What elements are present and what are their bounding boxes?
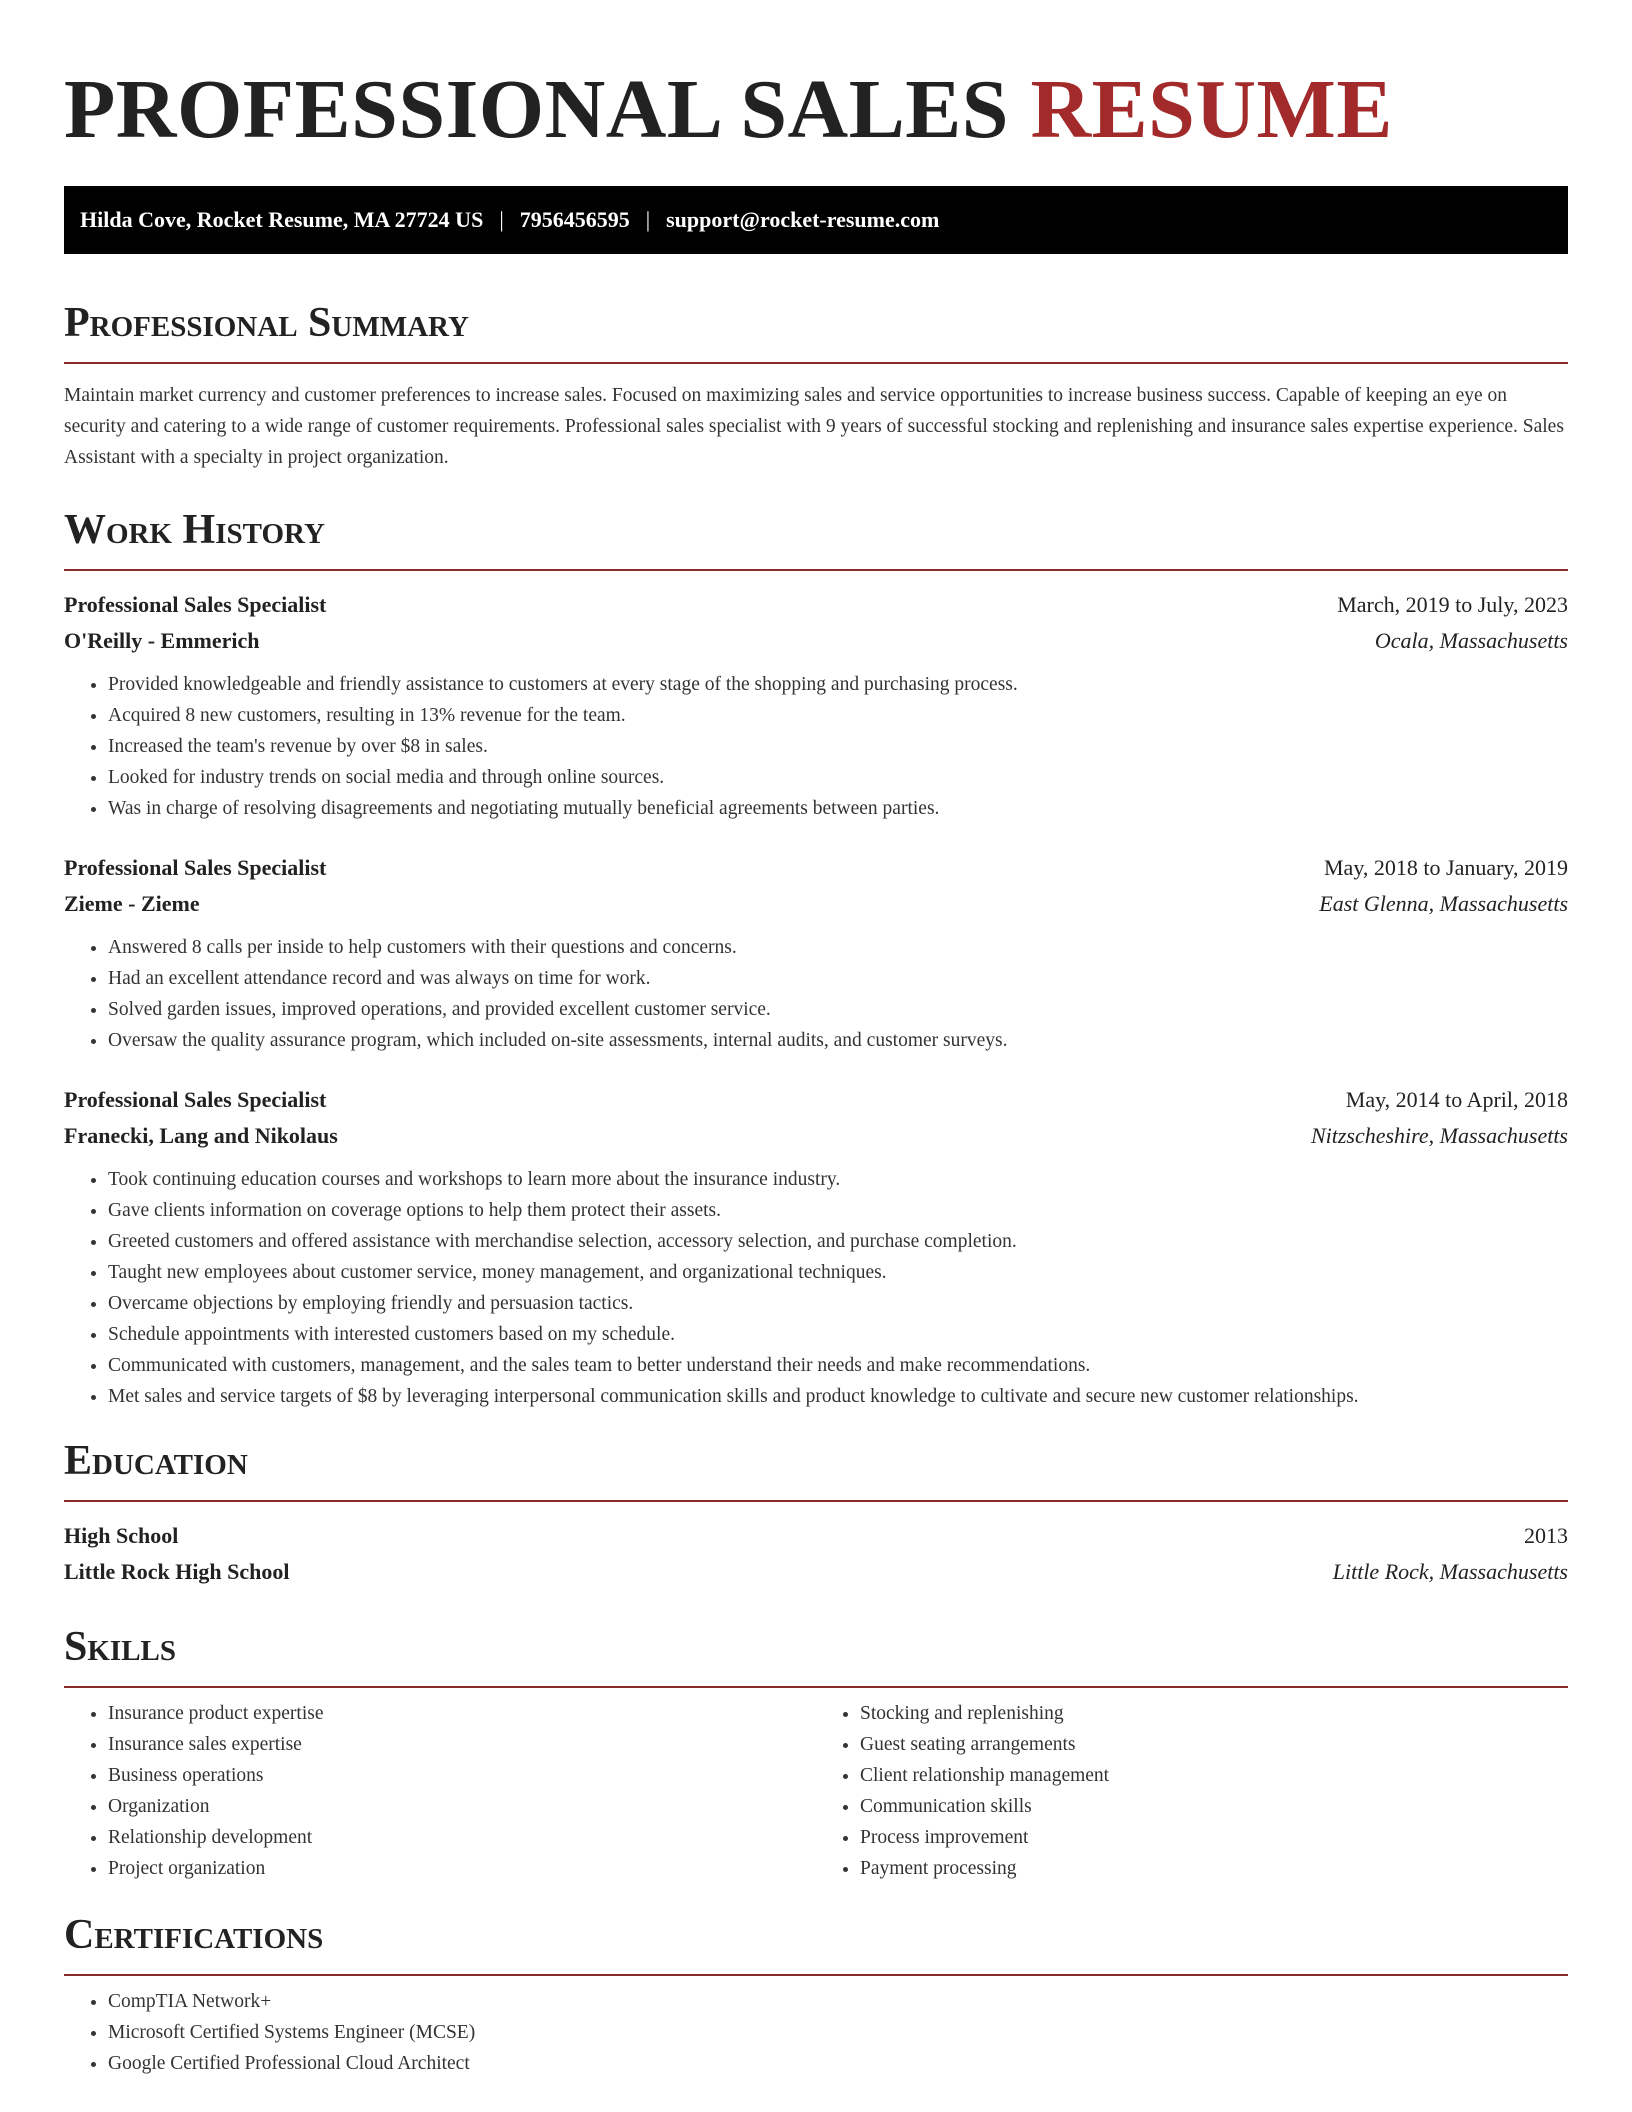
- job-dates: May, 2018 to January, 2019: [1324, 855, 1568, 880]
- skill-item: • Guest seating arrangements: [860, 1729, 1568, 1760]
- contact-phone: 7956456595: [519, 207, 630, 232]
- job-entry: [64, 1082, 1568, 1412]
- job-bullet: • Greeted customers and offered assistance with merchandise selection, accessory selection, and purchase completion.: [108, 1226, 1568, 1257]
- skills-grid: [64, 1688, 1568, 1884]
- job-title: Professional Sales Specialist: [64, 855, 327, 880]
- job-bullet: • Gave clients information on coverage options to help them protect their assets.: [108, 1195, 1568, 1226]
- skill-item: • Process improvement: [860, 1822, 1568, 1853]
- skill-item: • Relationship development: [108, 1822, 816, 1853]
- resume-title-accent: RESUME: [1030, 63, 1393, 156]
- education-degree: High School: [64, 1523, 179, 1548]
- job-bullet: • Was in charge of resolving disagreements and negotiating mutually beneficial agreements between parties.: [108, 793, 1568, 824]
- job-title: Professional Sales Specialist: [64, 592, 327, 617]
- skill-item: • Insurance sales expertise: [108, 1729, 816, 1760]
- skill-item: • Stocking and replenishing: [860, 1698, 1568, 1729]
- certification-item: • CompTIA Network+: [108, 1986, 1568, 2017]
- certifications-heading: Certifications: [64, 1912, 324, 1958]
- job-bullet: • Oversaw the quality assurance program, which included on-site assessments, internal audits, and customer surveys.: [108, 1025, 1568, 1056]
- skills-list-right: [816, 1698, 1568, 1884]
- education-year: 2013: [1524, 1523, 1568, 1548]
- section-divider: [64, 1974, 1568, 1976]
- job-bullet: • Took continuing education courses and workshops to learn more about the insurance industry.: [108, 1164, 1568, 1195]
- education-location: Little Rock, Massachusetts: [1332, 1559, 1568, 1584]
- job-bullet: • Looked for industry trends on social media and through online sources.: [108, 762, 1568, 793]
- skill-item: • Client relationship management: [860, 1760, 1568, 1791]
- contact-separator: |: [645, 207, 651, 232]
- job-bullet: • Overcame objections by employing friendly and persuasion tactics.: [108, 1288, 1568, 1319]
- contact-bar: [64, 186, 1568, 254]
- resume-title-main: PROFESSIONAL SALES: [64, 63, 1031, 156]
- skill-item: • Payment processing: [860, 1853, 1568, 1884]
- contact-address: Hilda Cove, Rocket Resume, MA 27724 US: [80, 207, 484, 232]
- job-entry: [64, 850, 1568, 1056]
- job-location: East Glenna, Massachusetts: [1319, 891, 1568, 916]
- contact-email: support@rocket-resume.com: [666, 207, 940, 232]
- job-bullet: • Increased the team's revenue by over $8 in sales.: [108, 731, 1568, 762]
- summary-section: [64, 302, 1568, 473]
- job-bullets: [64, 1164, 1568, 1412]
- contact-separator: |: [499, 207, 504, 232]
- section-divider: [64, 362, 1568, 364]
- job-entry: [64, 587, 1568, 824]
- job-bullet: • Provided knowledgeable and friendly assistance to customers at every stage of the shopping and purchasing process.: [108, 669, 1568, 700]
- section-divider: [64, 1500, 1568, 1502]
- job-company: O'Reilly - Emmerich: [64, 628, 260, 653]
- job-bullet: • Taught new employees about customer service, money management, and organizational techniques.: [108, 1257, 1568, 1288]
- job-bullet: • Communicated with customers, management, and the sales team to better understand their needs and make recommendations.: [108, 1350, 1568, 1381]
- job-bullet: • Answered 8 calls per inside to help customers with their questions and concerns.: [108, 932, 1568, 963]
- work-history-section: [64, 509, 1568, 1412]
- job-bullet: • Schedule appointments with interested customers based on my schedule.: [108, 1319, 1568, 1350]
- education-heading: Education: [64, 1438, 248, 1484]
- certifications-list: [64, 1986, 1568, 2079]
- certifications-section: [64, 1914, 1568, 2079]
- summary-text: Maintain market currency and customer preferences to increase sales. Focused on maximizing sales and service opportunities to increase business success. Capable of keeping an eye on security and catering to a wide range of customer requirements. Professional sales specialist with 9 years of successful stocking and replenishing and insurance sales expertise experience. Sales Assistant with a specialty in project organization.: [64, 385, 1564, 468]
- work-history-heading: Work History: [64, 507, 325, 553]
- job-bullets: [64, 932, 1568, 1056]
- skill-item: • Business operations: [108, 1760, 816, 1791]
- job-company: Franecki, Lang and Nikolaus: [64, 1123, 338, 1148]
- job-dates: May, 2014 to April, 2018: [1345, 1087, 1568, 1112]
- education-section: [64, 1440, 1568, 1590]
- section-divider: [64, 569, 1568, 571]
- job-bullets: [64, 669, 1568, 824]
- job-title: Professional Sales Specialist: [64, 1087, 327, 1112]
- job-bullet: • Met sales and service targets of $8 by leveraging interpersonal communication skills and product knowledge to cultivate and secure new customer relationships.: [108, 1381, 1568, 1412]
- job-bullet: • Had an excellent attendance record and was always on time for work.: [108, 963, 1568, 994]
- skills-heading: Skills: [64, 1624, 177, 1670]
- skill-item: • Project organization: [108, 1853, 816, 1884]
- certification-item: • Google Certified Professional Cloud Architect: [108, 2048, 1568, 2079]
- job-company: Zieme - Zieme: [64, 891, 200, 916]
- skills-list-left: [64, 1698, 816, 1884]
- certification-item: • Microsoft Certified Systems Engineer (MCSE): [108, 2017, 1568, 2048]
- job-bullet: • Acquired 8 new customers, resulting in 13% revenue for the team.: [108, 700, 1568, 731]
- resume-title: [64, 63, 1568, 156]
- summary-heading: Professional Summary: [64, 300, 469, 346]
- job-location: Ocala, Massachusetts: [1374, 628, 1568, 653]
- job-location: Nitzscheshire, Massachusetts: [1310, 1123, 1568, 1148]
- job-dates: March, 2019 to July, 2023: [1337, 592, 1568, 617]
- skill-item: • Insurance product expertise: [108, 1698, 816, 1729]
- skills-section: [64, 1626, 1568, 1884]
- education-school: Little Rock High School: [64, 1559, 290, 1584]
- skill-item: • Communication skills: [860, 1791, 1568, 1822]
- skill-item: • Organization: [108, 1791, 816, 1822]
- job-bullet: • Solved garden issues, improved operations, and provided excellent customer service.: [108, 994, 1568, 1025]
